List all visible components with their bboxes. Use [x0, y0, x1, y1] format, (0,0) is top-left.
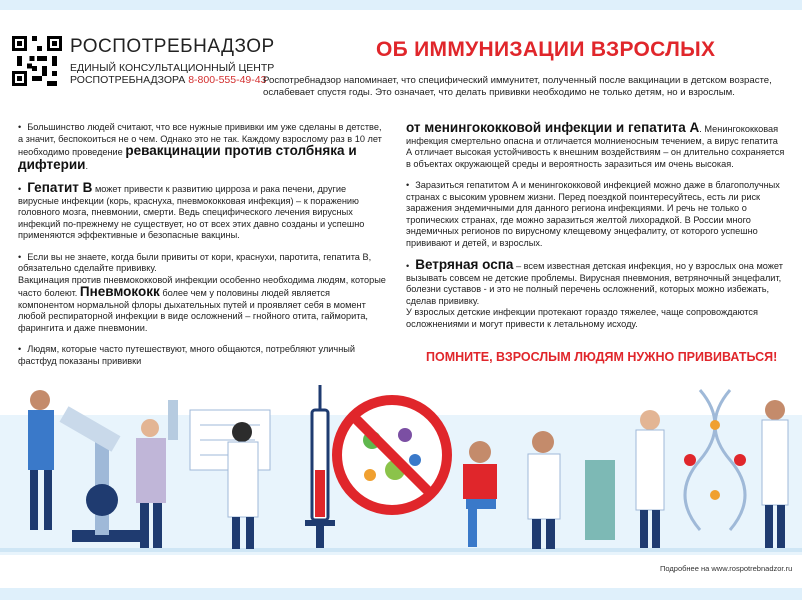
qr-code-icon [12, 36, 62, 86]
paragraph-travelers: • Людям, которые часто путешествуют, много общаются, потребляют уличный фастфуд показаны прививки [18, 344, 356, 366]
reminder-slogan: ПОМНИТЕ, ВЗРОСЛЫМ ЛЮДЯМ НУЖНО ПРИВИВАТЬСЯ! [426, 350, 778, 364]
org-line2: РОСПОТРЕБНАДЗОРА [70, 74, 186, 86]
intro-text: Роспотребнадзор напоминает, что специфический иммунитет, полученный после вакцинации в детском возрасте, ослабевает спустя годы. Это означает, что делать прививки необходимо не только детям, но и взрослым. [263, 75, 772, 98]
paragraph-travel-risk: • Заразиться гепатитом А и менингококковой инфекцией можно даже в благополучных странах с высоким уровнем жизни. Перед поездкой поинтересуйтесь, есть ли риск заражения эндемичными для данного региона инфекциями. И речь не только о тропических странах, где можно заразиться желтой лихорадкой. В России много эндемичных регионов по вирусному клещевому энцефалиту, от которого успешно прививают и детей, и взрослых. [406, 180, 780, 248]
paragraph-revaccination: • Большинство людей считают, что все нужные прививки им уже сделаны в детстве, а значит, беспокоиться не о чем. Однако это не так. Каждому взрослому раз в 10 лет необходимо проведение ревакцинации против столбняка и дифтерии. [18, 122, 382, 172]
org-name: РОСПОТРЕБНАДЗОР [70, 36, 275, 57]
highlight-pneumococcus: Пневмококк [79, 284, 160, 299]
equipment-cabinet [585, 460, 615, 540]
top-bar [0, 0, 802, 10]
bottom-bar [0, 588, 802, 600]
org-subtitle [70, 62, 274, 86]
page-title: ОБ ИММУНИЗАЦИИ ВЗРОСЛЫХ [376, 38, 716, 61]
highlight-chickenpox: Ветряная оспа [415, 257, 514, 272]
paragraph-pneumococcus: • Если вы не знаете, когда были привиты от кори, краснухи, паротита, гепатита В, обязательно сделайте прививку. Вакцинация против пневмококковой инфекции особенно необходима людям, которые часто болеют. Пневмококк более чем у половины людей является компонентом нормальной флоры дыхательных путей и проявляет себя в момент любой респираторной инфекции в виде осложнений – гнойного отита, гайморита, фарингита и даже пневмонии. [18, 251, 386, 333]
right-column [406, 122, 786, 340]
left-column [18, 122, 386, 377]
highlight-hepatitis-b: Гепатит В [27, 180, 93, 195]
highlight-revaccination: ревакцинации против столбняка и дифтерии [18, 143, 357, 172]
paragraph-chickenpox: • Ветряная оспа – всем известная детская инфекция, но у взрослых она может вызывать совсем не детские проблемы. Вирусная пневмония, ветряночный энцефалит, болезни суставов - и это не полный перечень осложнений, которых можно избежать, сделав прививку. У взрослых детские инфекции протекают гораздо тяжелее, чаще сопровождаются осложнениями и могут привести к летальному исходу. [406, 257, 783, 329]
hotline-phone: 8-800-555-49-43 [188, 74, 267, 86]
org-line1: ЕДИНЫЙ КОНСУЛЬТАЦИОННЫЙ ЦЕНТР [70, 62, 275, 74]
highlight-meningococcal: от менингококковой инфекции и гепатита А [406, 120, 700, 135]
paragraph-hepatitis-b: • Гепатит В может привести к развитию цирроза и рака печени, другие вирусные инфекции (корь, краснуха, пневмококковая инфекция) – к поражению головного мозга, пневмонии, смерти. Ведь специфического лечения вирусных инфекций по-прежнему не существует, но от всех этих давно созданы и успешно применяются эффективные и безопасные вакцины. [18, 180, 365, 240]
footer-link-text: Подробнее на www.rospotrebnadzor.ru [660, 564, 793, 573]
paragraph-meningococcal: от менингококковой инфекции и гепатита А. Менингококковая инфекция смертельно опасна и отличается молниеносным течением, а вирус гепатита А отличает высокая устойчивость к внешним воздействиям – он длительно сохраняется в объектах окружающей среды и вероятность заразиться им очень высокая. [406, 120, 785, 169]
medical-illustration [0, 380, 802, 570]
floor-line [0, 548, 802, 552]
no-virus-icon [337, 400, 447, 510]
